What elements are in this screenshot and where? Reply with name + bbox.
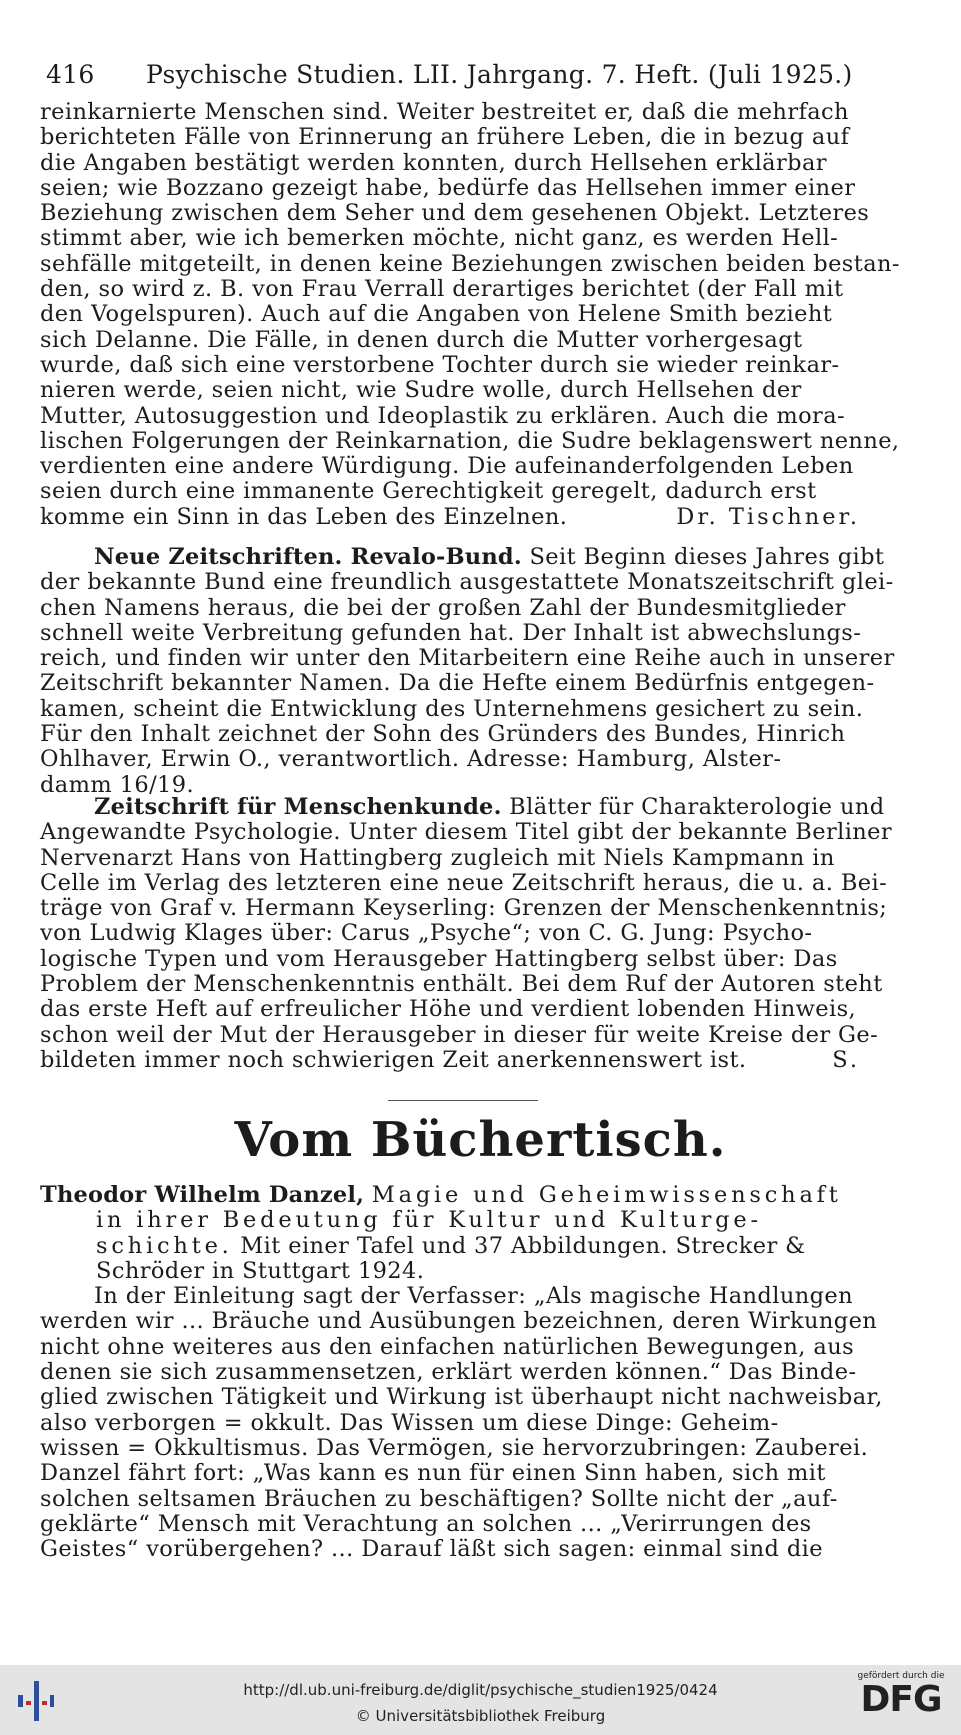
last-line-text: bildeten immer noch schwierigen Zeit anerkennenswert ist. [40,1046,747,1073]
page-number: 416 [46,60,95,89]
text-line: Angewandte Psychologie. Unter diesem Titel gibt der bekannte Berliner [40,819,893,846]
text-line: nicht ohne weiteres aus den einfachen natürlichen Bewegungen, aus [40,1333,855,1360]
text-line: verdienten eine andere Würdigung. Die aufeinanderfolgenden Leben [40,453,854,480]
copyright-notice: © Universitätsbibliothek Freiburg [355,1707,606,1725]
dfg-logo [851,1671,951,1731]
text-line: kamen, scheint die Entwicklung des Unternehmens gesichert zu sein. [40,695,864,722]
section-title: Vom Büchertisch. [234,1112,727,1168]
review-book-title: Magie und Geheimwissenschaft [371,1182,842,1208]
text-line: das erste Heft auf erfreulicher Höhe und verdient lobenden Hinweis, [40,996,857,1023]
text-line: wurde, daß sich eine verstorbene Tochter durch sie wieder reinkar- [40,351,840,378]
text-line: reinkarnierte Menschen sind. Weiter bestreitet er, daß die mehrfach [40,99,849,125]
text-line: von Ludwig Klages über: Carus „Psyche“; von C. G. Jung: Psycho- [40,920,813,947]
text-line: also verborgen = okkult. Das Wissen um diese Dinge: Geheim- [40,1409,779,1436]
permalink-url[interactable]: http://dl.ub.uni-freiburg.de/diglit/psychische_studien1925/0424 [243,1681,718,1699]
text-fragment: Seit Beginn dieses Jahres gibt [529,544,885,570]
running-header [46,60,853,89]
text-line: Celle im Verlag des letzteren eine neue Zeitschrift heraus, die u. a. Bei- [40,869,888,896]
text-line: lischen Folgerungen der Reinkarnation, die Sudre beklagenswert nenne, [40,427,900,454]
review-book-title-cont: in ihrer Bedeutung für Kultur und Kulturge- [96,1207,762,1234]
footer-bar [0,1665,961,1735]
section-divider [388,1100,538,1101]
text-line: seien durch eine immanente Gerechtigkeit geregelt, dadurch erst [40,478,817,505]
text-line: Mutter, Autosuggestion und Ideoplastik zu erklären. Auch die mora- [40,402,846,429]
text-line-first [40,795,890,820]
article-heading: Zeitschrift für Menschenkunde. [94,794,502,820]
text-line: werden wir ... Bräuche und Ausübungen bezeichnen, deren Wirkungen [40,1308,878,1335]
review-book-title-cont [40,1234,890,1259]
text-line: den, so wird z. B. von Frau Verrall derartiges berichtet (der Fall mit [40,276,844,303]
text-line: damm 16/19. [40,771,195,798]
running-title: Psychische Studien. LII. Jahrgang. 7. Heft. (Juli 1925.) [146,60,853,89]
text-line: solchen seltsamen Bräuchen zu beschäftigen? Sollte nicht der „auf- [40,1485,838,1512]
text-line: Danzel fährt fort: „Was kann es nun für einen Sinn haben, sich mit [40,1460,826,1487]
text-line: glied zwischen Tätigkeit und Wirkung ist überhaupt nicht nachweisbar, [40,1384,883,1411]
text-line-first [40,545,890,570]
text-line: denen sie sich zusammensetzen, erklärt werden können.“ Das Binde- [40,1359,857,1386]
text-line: logische Typen und vom Herausgeber Hattingberg selbst über: Das [40,945,838,972]
review-author: Theodor Wilhelm Danzel, [40,1182,365,1208]
article-heading: Neue Zeitschriften. Revalo-Bund. [94,544,522,570]
text-line-last [40,505,860,530]
funder-logo-text: DFG [860,1679,942,1720]
text-line: chen Namens heraus, die bei der großen Zahl der Bundesmitglieder [40,594,846,621]
book-review [40,1183,890,1562]
last-line-text: komme ein Sinn in das Leben des Einzelnen. [40,503,568,530]
article-revalo-bund [40,544,895,798]
text-line: schnell weite Verbreitung gefunden hat. Der Inhalt ist abwechslungs- [40,619,862,646]
text-line: Problem der Menschenkenntnis enthält. Bei dem Ruf der Autoren steht [40,971,883,998]
text-line: träge von Graf v. Hermann Keyserling: Grenzen der Menschenkenntnis; [40,895,888,922]
author-signature: S. [832,1046,860,1073]
review-book-title-end: schichte. [96,1232,233,1259]
text-line: die Angaben bestätigt werden konnten, durch Hellsehen erklärbar [40,149,827,176]
text-line: Nervenarzt Hans von Hattingberg zugleich mit Niels Kampmann in [40,844,835,871]
text-line: Geistes“ vorübergehen? ... Darauf läßt sich sagen: einmal sind die [40,1536,823,1563]
text-line: wissen = Okkultismus. Das Vermögen, sie hervorzubringen: Zauberei. [40,1434,869,1461]
review-publication-info: Mit einer Tafel und 37 Abbildungen. Strecker & [240,1232,806,1259]
text-line: sehfälle mitgeteilt, in denen keine Beziehungen zwischen beiden bestan- [40,250,900,277]
text-line: schon weil der Mut der Herausgeber in dieser für weite Kreise der Ge- [40,1021,879,1048]
text-line: den Vogelspuren). Auch auf die Angaben von Helene Smith bezieht [40,301,833,328]
text-line: geklärte“ Mensch mit Verachtung an solchen ... „Verirrungen des [40,1510,812,1537]
text-line-last [40,1048,860,1073]
text-line: seien; wie Bozzano gezeigt habe, bedürfe das Hellsehen immer einer [40,174,856,201]
text-line: Ohlhaver, Erwin O., verantwortlich. Adresse: Hamburg, Alster- [40,746,782,773]
text-line: nieren werde, seien nicht, wie Sudre wolle, durch Hellsehen der [40,377,802,404]
text-line: Zeitschrift bekannter Namen. Da die Hefte einem Bedürfnis entgegen- [40,670,875,697]
funder-caption: gefördert durch die [857,1671,945,1681]
text-line: berichteten Fälle von Erinnerung an frühere Leben, die in bezug auf [40,124,850,151]
text-line: Für den Inhalt zeichnet der Sohn des Gründers des Bundes, Hinrich [40,721,846,748]
text-line: sich Delanne. Die Fälle, in denen durch die Mutter vorhergesagt [40,326,803,353]
text-line: stimmt aber, wie ich bemerken möchte, nicht ganz, es werden Hell- [40,225,839,252]
text-fragment: Blätter für Charakterologie und [509,794,885,820]
author-signature: Dr. Tischner. [676,503,860,530]
text-line: reich, und finden wir unter den Mitarbeitern eine Reihe auch in unserer [40,645,895,672]
text-line: In der Einleitung sagt der Verfasser: „Als magische Handlungen [94,1283,854,1310]
article-menschenkunde [40,794,893,1073]
article-reincarnation [40,99,900,530]
text-line: Beziehung zwischen dem Seher und dem gesehenen Objekt. Letzteres [40,200,870,227]
text-line: der bekannte Bund eine freundlich ausgestattete Monatszeitschrift glei- [40,569,894,596]
review-publisher: Schröder in Stuttgart 1924. [96,1257,425,1284]
review-title-line [40,1183,890,1208]
